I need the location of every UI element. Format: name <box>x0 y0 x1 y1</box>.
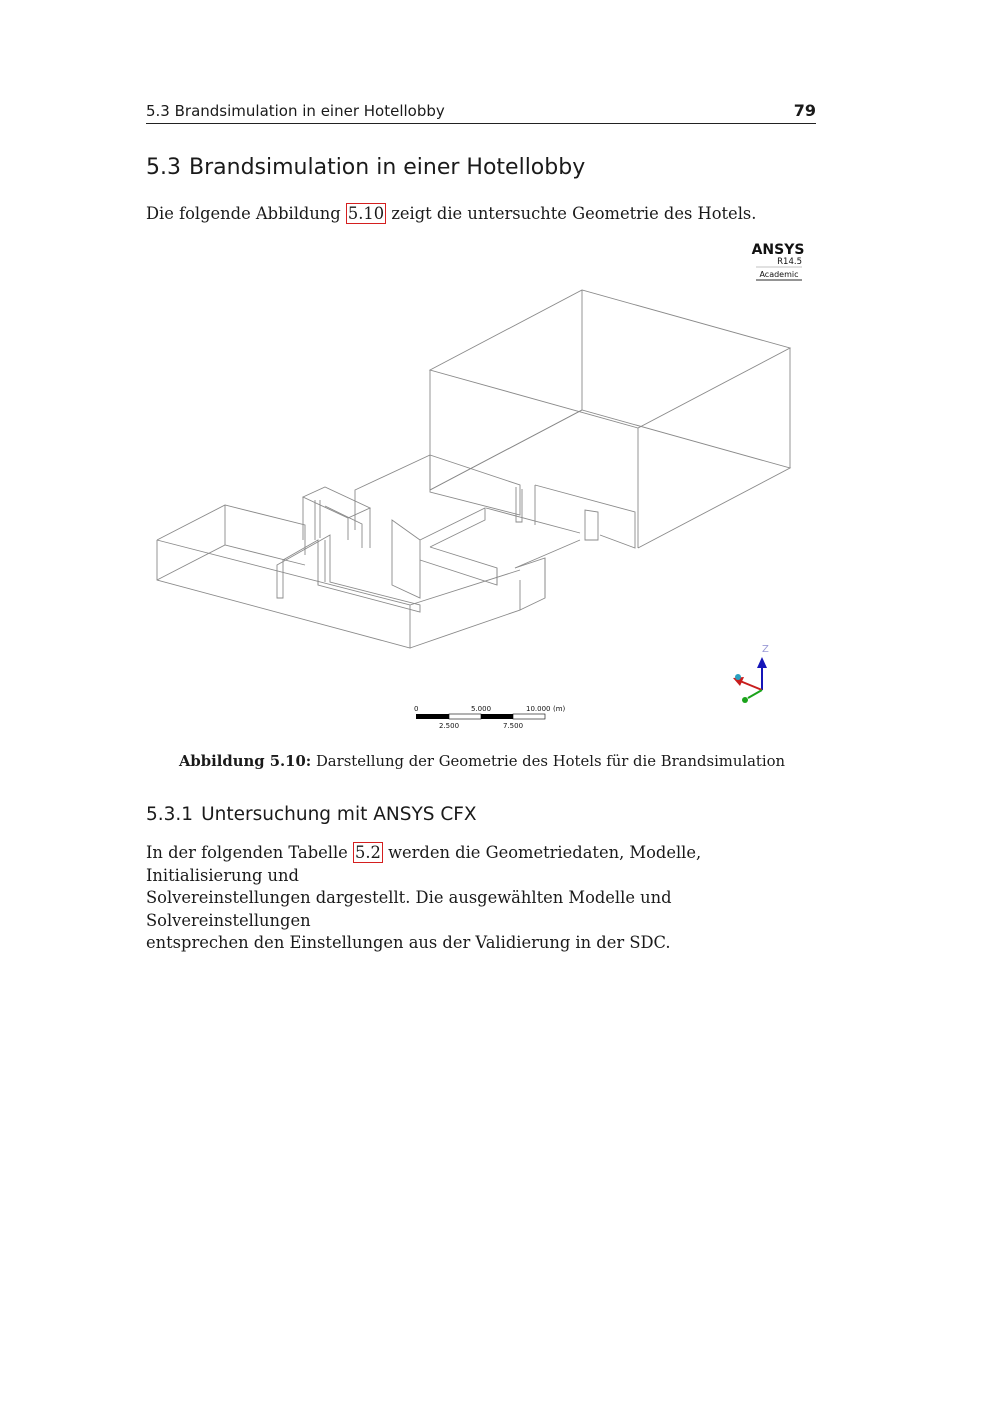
page-number: 79 <box>793 101 816 120</box>
section-title-text: Brandsimulation in einer Hotellobby <box>189 155 586 180</box>
axis-z-label: Z <box>762 644 769 655</box>
section-number: 5.3 <box>146 155 181 180</box>
intro-paragraph <box>146 203 818 226</box>
subsection-title <box>146 804 477 825</box>
running-header <box>146 101 816 124</box>
figure-reference-link[interactable]: 5.10 <box>347 204 385 223</box>
figure-hotel-geometry <box>146 236 818 736</box>
subsection-number: 5.3.1 <box>146 804 194 825</box>
ansys-logo <box>752 242 805 280</box>
logo-version: R14.5 <box>777 257 802 267</box>
subsection-title-text: Untersuchung mit ANSYS CFX <box>201 804 477 825</box>
scale-label-7500: 7.500 <box>503 722 524 730</box>
p2-line3: entsprechen den Einstellungen aus der Validierung in der SDC. <box>146 933 671 952</box>
scale-bar <box>414 705 566 730</box>
caption-label: Abbildung 5.10: <box>178 753 312 770</box>
scale-label-2500: 2.500 <box>439 722 460 730</box>
geometry-render <box>146 236 818 736</box>
p2-line1-before: In der folgenden Tabelle <box>146 843 353 862</box>
scale-label-10000: 10.000 <box>526 705 551 713</box>
logo-edition: Academic <box>759 270 799 279</box>
logo-brand: ANSYS <box>751 242 805 258</box>
scale-unit: (m) <box>553 705 566 713</box>
hotel-wireframe <box>157 290 790 648</box>
body-paragraph-2 <box>146 842 818 955</box>
figure-caption <box>146 753 818 770</box>
scale-label-5000: 5.000 <box>471 705 492 713</box>
intro-text-after: zeigt die untersuchte Geometrie des Hotels. <box>386 204 757 223</box>
scale-label-0: 0 <box>414 705 419 713</box>
table-reference-link[interactable]: 5.2 <box>355 843 381 862</box>
intro-text-before: Die folgende Abbildung <box>146 204 346 223</box>
caption-text: Darstellung der Geometrie des Hotels für die Brandsimulation <box>311 753 786 770</box>
p2-line1-after: werden die Geometriedaten, Modelle, Initialisierung und <box>146 843 702 885</box>
section-title <box>146 155 585 180</box>
axis-triad-icon <box>733 644 769 703</box>
running-title: 5.3 Brandsimulation in einer Hotellobby <box>146 102 445 120</box>
p2-line2: Solvereinstellungen dargestellt. Die ausgewählten Modelle und Solvereinstellungen <box>146 888 672 930</box>
